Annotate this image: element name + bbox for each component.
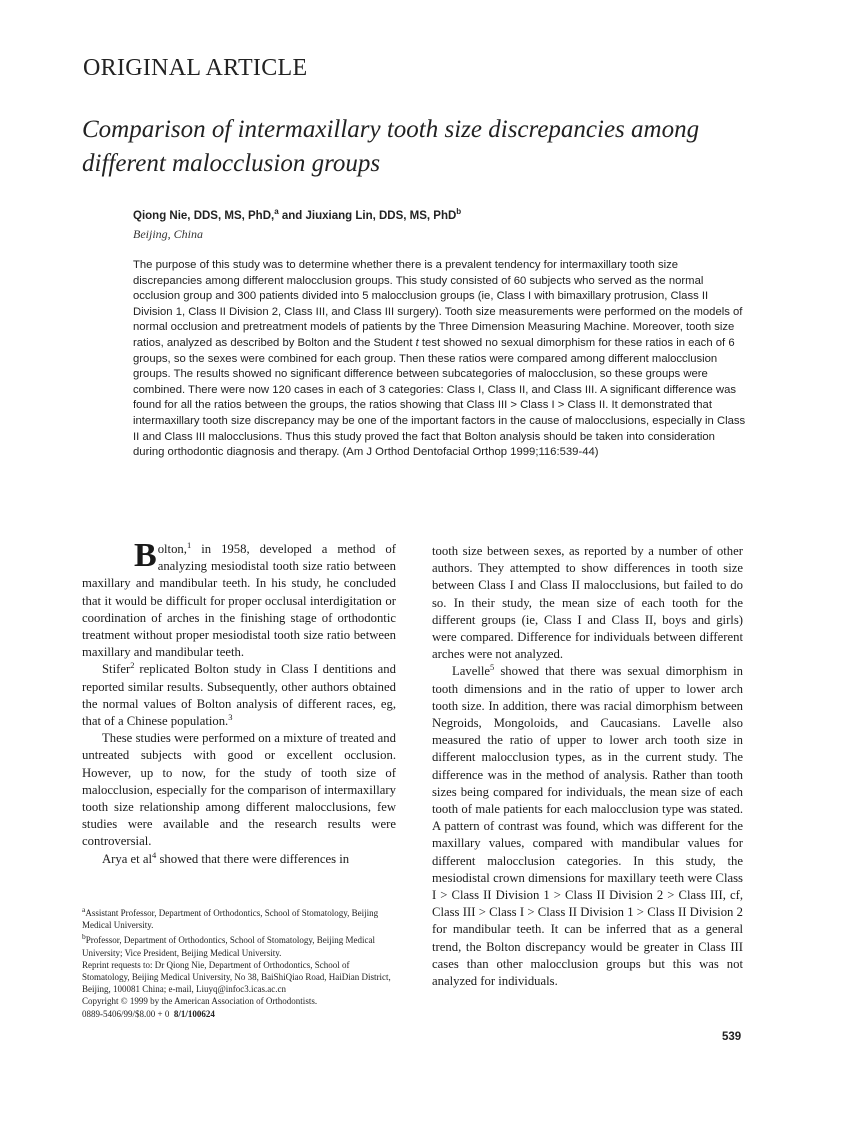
abstract-text: The purpose of this study was to determine whether there is a prevalent tendency for intermaxillary tooth size discrepancies among different malocclusion groups. This study consisted of 60 subjects who served as the normal occlusion group and 300 patients divided into 5 malocclusion groups (ie, Class I with bimaxillary protrusion, Class II Division 1, Class II Division 2, Class III, and Class III surgery). Tooth size measurements were performed on the models of normal occlusion and pretreatment models of patients by the Three Dimension Measuring Machine. Moreover, tooth size ratios, analyzed as described by Bolton and the Student	[133, 259, 743, 349]
reference-mark: 3	[228, 711, 233, 722]
footnote-text: Professor, Department of Orthodontics, School of Stomatology, Beijing Medical University; Vice President, Beijing Medical University.	[82, 935, 376, 958]
footnote-mark: b	[82, 932, 86, 942]
footnote-text: Assistant Professor, Department of Orthodontics, School of Stomatology, Beijing Medical University.	[82, 908, 379, 931]
section-label: ORIGINAL ARTICLE	[83, 55, 308, 81]
author-location: Beijing, China	[133, 227, 203, 241]
body-paragraph: tooth size between sexes, as reported by a number of other authors. They attempted to show differences in tooth size between Class I and Class II malocclusions, but failed to do so. In their study, the mean size of each tooth for the different groups (ie, Class I and Class II, boys and girls) were compared. Difference for individuals between different arches were not analyzed.	[432, 544, 743, 662]
body-paragraph	[82, 661, 396, 730]
body-text: Lavelle	[452, 664, 491, 679]
affiliation-mark: b	[456, 207, 462, 216]
article-title: Comparison of intermaxillary tooth size discrepancies among different malocclusion groups	[82, 116, 700, 177]
publication-code-price: 0889-5406/99/$8.00 + 0	[82, 1008, 170, 1019]
author-name: Qiong Nie, DDS, MS, PhD,	[133, 209, 275, 222]
abstract-text: test showed no sexual dimorphism for these ratios in each of 6 groups, so the sexes were combined for each group. Then these ratios were compared among different malocclusion groups. The results showed no significant difference between subcategories of malocclusion, so these groups were combined. There were now 120 cases in each of 3 categories: Class I, Class II, and Class III. A significant difference was found for all the ratios between the groups, the ratios showing that Class III > Class I > Class II. It demonstrated that intermaxillary tooth size discrepancy may be one of the important factors in the cause of malocclusions, especially in Class II and Class III malocclusions. Thus this study proved the fact that Bolton analysis should be taken into consideration during orthodontic diagnosis and therapy. (Am J Orthod Dentofacial Orthop 1999;116:539-44)	[133, 336, 746, 459]
body-text: olton,	[157, 542, 187, 556]
body-text: Arya et al	[102, 851, 153, 866]
body-column-left	[82, 537, 396, 868]
body-text: showed that there were differences in	[156, 851, 350, 866]
body-paragraph: These studies were performed on a mixture of treated and untreated subjects with good or excellent occlusion. However, up to now, for the study of tooth size of malocclusion, especially for the comparison of intermaxillary tooth size relationship among different malocclusions, few studies were available and the research results were controversial.	[82, 731, 396, 849]
reference-mark: 1	[186, 539, 192, 550]
footnote	[82, 904, 396, 931]
copyright-line: Copyright © 1999 by the American Association of Orthodontists.	[82, 996, 318, 1007]
abstract-italic: t	[415, 336, 419, 349]
reference-mark: 2	[130, 660, 135, 671]
reference-mark: 5	[490, 662, 495, 673]
body-text: replicated Bolton study in Class I dentitions and reported similar results. Subsequently, other authors obtained the normal values of Bolton analysis of different races, eg, that of a Chinese population.	[82, 662, 396, 729]
body-text: showed that there was sexual dimorphism in tooth dimensions and in the ratio of upper to lower arch tooth size. In addition, there was racial dimorphism between Negroids, Mongoloids, and Caucasians. Lavelle also measured the ratio of upper to lower arch tooth size in different malocclusion types, as in the current study. The difference was in the method of analysis. Rather than tooth sizes being compared for individuals, the mean size of each tooth of male patients for each malocclusion type was stated. A pattern of contrast was found, which was different for the maxillary values, compared with mandibular values for different malocclusion categories. In this study, the mesiodistal crown dimensions for maxillary teeth were Class I > Class II Division 1 > Class II Division 2 > Class III, cf, Class III > Class I > Class II Division 1 > Class II Division 2 for mandibular teeth. It can be inferred that as a general trend, the Bolton discrepancy would be greater in Class III cases than other malocclusion groups but this was not analyzed for individuals.	[432, 664, 743, 989]
body-column-right	[432, 543, 743, 990]
body-paragraph	[432, 663, 743, 990]
publication-code-id: 8/1/100624	[173, 1008, 215, 1019]
footnotes	[82, 904, 396, 1020]
body-text: in 1958, developed a method of analyzing mesiodistal tooth size ratio between maxillary and mandibular teeth. In his study, he concluded that it would be difficult for proper occlusal interdigitation or coordination of arches in the finishing stage of orthodontic treatment without proper mesiodistal tooth size ratio between maxillary and mandibular teeth.	[82, 542, 396, 660]
page-number: 539	[722, 1031, 742, 1043]
author-connector: and	[278, 209, 306, 222]
author-line	[133, 207, 461, 222]
footnote	[82, 931, 396, 958]
reprint-requests: Reprint requests to: Dr Qiong Nie, Department of Orthodontics, School of Stomatology, Beijing Medical University, No 38, BaiShiQiao Road, HaiDian District, Beijing, 100081 China; e-mail, Liuyq@infoc3.icas.ac.cn	[82, 959, 391, 995]
body-paragraph	[82, 851, 396, 868]
publication-code	[82, 1008, 396, 1020]
affiliation-mark: a	[274, 207, 279, 216]
abstract	[133, 258, 748, 461]
drop-cap: B	[134, 537, 157, 574]
body-paragraph	[82, 537, 396, 661]
footnote-mark: a	[82, 905, 86, 914]
body-text: Stifer	[102, 662, 131, 677]
reference-mark: 4	[152, 849, 157, 860]
author-name: Jiuxiang Lin, DDS, MS, PhD	[305, 209, 457, 222]
